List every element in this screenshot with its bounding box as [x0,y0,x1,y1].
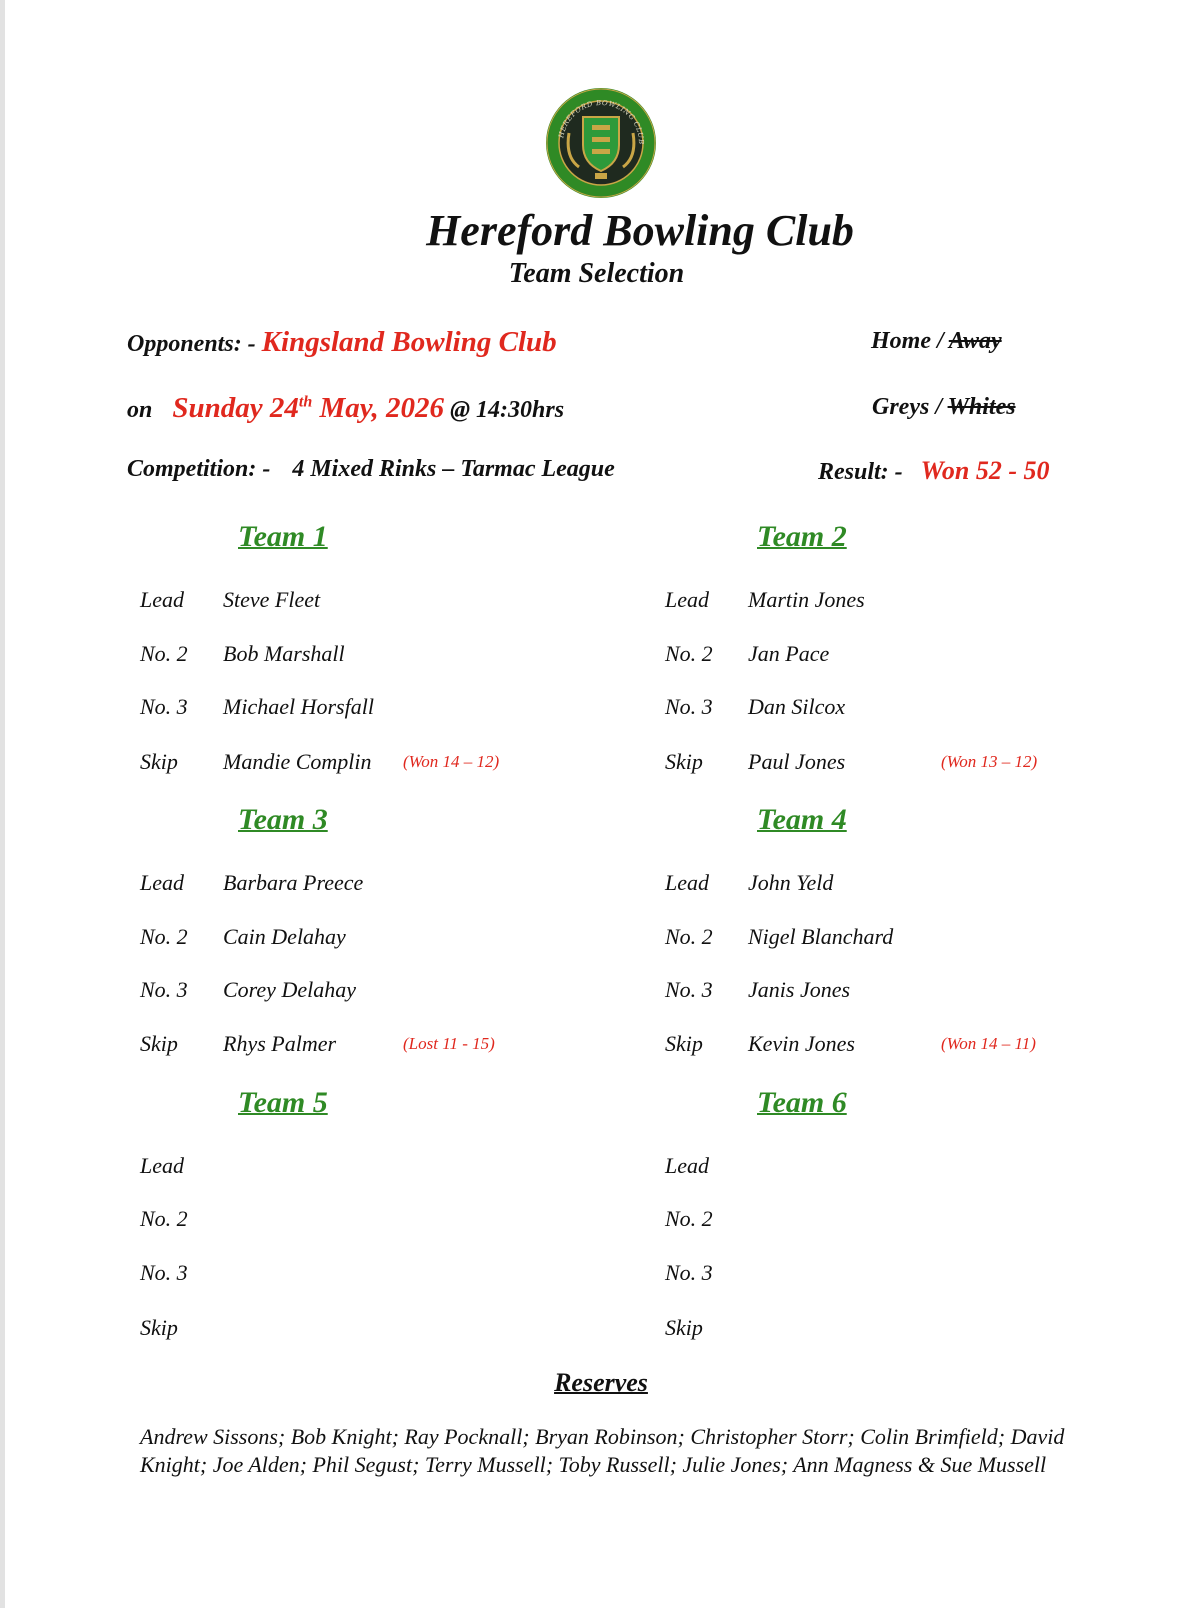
page-subtitle: Team Selection [508,258,685,289]
team-4-no3: Janis Jones [748,977,851,1002]
team-6-heading: Team 6 [757,1086,847,1119]
result-label: Result: - [818,459,903,485]
team-2-no2: Jan Pace [748,641,830,666]
team-1-role-no2: No. 2 [140,641,188,666]
crest-ring-text: HEREFORD BOWLING CLUB [557,98,646,145]
team-4-role-skip: Skip [665,1031,703,1056]
team-1-skip: Mandie Complin [223,749,372,774]
kit-whites: Whites [947,394,1016,420]
team-4-score: (Won 14 – 11) [941,1034,1036,1053]
opponents-name: Kingsland Bowling Club [261,326,557,358]
team-3-role-skip: Skip [140,1031,178,1056]
match-date [172,392,444,424]
team-2-heading: Team 2 [757,520,847,553]
team-2-role-no3: No. 3 [665,694,713,719]
team-5-role-lead: Lead [140,1153,184,1178]
team-2-skip: Paul Jones [748,749,846,774]
result-line [818,456,1049,486]
team-6-role-no2: No. 2 [665,1206,713,1231]
team-2-no3: Dan Silcox [748,694,846,719]
team-6-role-no3: No. 3 [665,1260,713,1285]
date-suffix: th [298,393,313,411]
date-rest: May, 2026 [319,392,445,424]
team-2-role-skip: Skip [665,749,703,774]
team-2-score: (Won 13 – 12) [941,752,1038,771]
date-day: Sunday 24 [172,392,299,424]
team-6-role-skip: Skip [665,1315,703,1340]
team-6-role-lead: Lead [665,1153,709,1178]
team-5-role-skip: Skip [140,1315,178,1340]
competition-label: Competition: - [127,456,271,482]
team-1-role-lead: Lead [140,587,184,612]
competition-name: 4 Mixed Rinks – Tarmac League [292,456,615,482]
team-3-heading: Team 3 [238,803,328,836]
team-3-no3: Corey Delahay [223,977,356,1002]
team-2-role-no2: No. 2 [665,641,713,666]
reserves-list: Andrew Sissons; Bob Knight; Ray Pocknall; Bryan Robinson; Christopher Storr; Colin Brimfield; David Knight; Joe Alden; Phil Segust; Terry Mussell; Toby Russell; Julie Jones; Ann Magness & Sue Mussell [140,1424,1065,1477]
team-4-lead: John Yeld [748,870,834,895]
team-4-role-lead: Lead [665,870,709,895]
club-crest-logo [545,87,657,199]
opponents-line [127,326,557,359]
venue-line [871,328,1002,355]
result-value: Won 52 - 50 [920,456,1050,485]
team-5-heading: Team 5 [238,1086,328,1119]
page-title: Hereford Bowling Club [426,206,854,255]
team-5-role-no3: No. 3 [140,1260,188,1285]
team-3-score: (Lost 11 - 15) [403,1034,495,1053]
team-2-lead: Martin Jones [748,587,865,612]
team-4-skip: Kevin Jones [748,1031,855,1056]
kit-greys: Greys / [872,394,942,420]
opponents-label: Opponents: - [127,331,256,357]
team-3-role-no3: No. 3 [140,977,188,1002]
team-3-lead: Barbara Preece [223,870,364,895]
team-3-no2: Cain Delahay [223,924,346,949]
team-4-role-no3: No. 3 [665,977,713,1002]
team-1-role-skip: Skip [140,749,178,774]
team-1-lead: Steve Fleet [223,587,321,612]
team-1-heading: Team 1 [238,520,328,553]
match-time: @ 14:30hrs [450,397,565,423]
team-4-heading: Team 4 [757,803,847,836]
team-1-no3: Michael Horsfall [223,694,374,719]
team-1-score: (Won 14 – 12) [403,752,500,771]
date-line [127,392,564,425]
team-1-no2: Bob Marshall [223,641,345,666]
kit-line [872,394,1016,421]
venue-home: Home / [871,328,944,354]
team-3-skip: Rhys Palmer [223,1031,337,1056]
team-5-role-no2: No. 2 [140,1206,188,1231]
team-3-role-lead: Lead [140,870,184,895]
team-4-no2: Nigel Blanchard [748,924,894,949]
team-3-role-no2: No. 2 [140,924,188,949]
reserves-heading: Reserves [554,1368,648,1397]
on-label: on [127,397,153,423]
team-4-role-no2: No. 2 [665,924,713,949]
team-2-role-lead: Lead [665,587,709,612]
team-1-role-no3: No. 3 [140,694,188,719]
competition-line [127,456,615,483]
venue-away: Away [948,328,1002,354]
